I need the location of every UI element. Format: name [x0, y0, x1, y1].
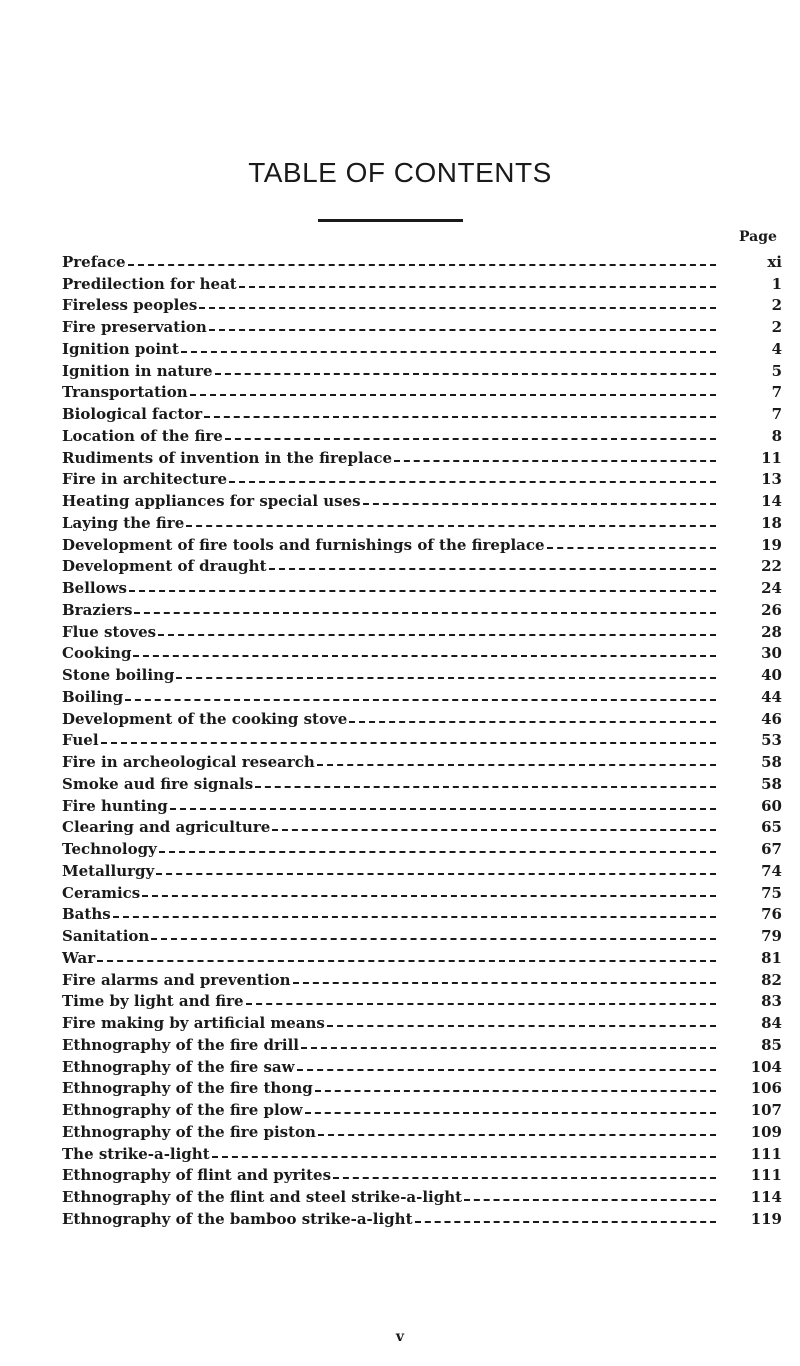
- toc-entry-page: 4: [771, 339, 782, 358]
- toc-entry[interactable]: [62, 793, 782, 815]
- dot-leader: [199, 307, 716, 309]
- toc-entry-title: Clearing and agriculture: [62, 818, 271, 837]
- toc-entry[interactable]: [62, 358, 782, 380]
- dot-leader: [363, 503, 716, 505]
- toc-entry[interactable]: [62, 967, 782, 989]
- toc-entry-page: 46: [761, 709, 782, 728]
- dot-leader: [215, 373, 716, 375]
- toc-entry[interactable]: [62, 728, 782, 750]
- toc-entry[interactable]: [62, 1010, 782, 1032]
- dot-leader: [97, 960, 716, 962]
- toc-entry-page: 11: [761, 448, 782, 467]
- toc-entry[interactable]: [62, 880, 782, 902]
- toc-entry-title: The strike-a-light: [62, 1144, 210, 1163]
- toc-entry[interactable]: [62, 619, 782, 641]
- toc-entry[interactable]: [62, 271, 782, 293]
- toc-entry[interactable]: [62, 945, 782, 967]
- title-rule: [318, 219, 463, 222]
- dot-leader: [186, 525, 716, 527]
- dot-leader: [204, 416, 716, 418]
- toc-entry-title: Fire in archeological research: [62, 753, 315, 771]
- dot-leader: [159, 851, 716, 853]
- toc-entry[interactable]: [62, 401, 782, 423]
- toc-entry-page: 2: [771, 318, 782, 336]
- toc-entry-page: 58: [761, 774, 782, 793]
- toc-entry[interactable]: [62, 575, 782, 597]
- dot-leader: [190, 394, 716, 396]
- dot-leader: [170, 808, 716, 810]
- dot-leader: [239, 286, 716, 288]
- dot-leader: [318, 1134, 716, 1136]
- dot-leader: [333, 1177, 716, 1179]
- dot-leader: [297, 1069, 716, 1071]
- toc-entry-page: xi: [767, 252, 782, 271]
- toc-entry-title: Fireless peoples: [62, 296, 198, 315]
- toc-entry-page: 111: [750, 1144, 782, 1163]
- toc-entry-page: 7: [771, 383, 782, 402]
- toc-entry-title: Metallurgy: [62, 861, 155, 880]
- toc-entry-page: 82: [761, 970, 782, 989]
- toc-entry-title: Fuel: [62, 731, 99, 750]
- toc-entry-page: 8: [771, 426, 782, 445]
- dot-leader: [269, 568, 717, 570]
- toc-entry-page: 1: [771, 274, 782, 293]
- dot-leader: [349, 721, 716, 723]
- toc-entry[interactable]: [62, 1206, 782, 1228]
- toc-entry-title: Development of draught: [62, 557, 267, 576]
- toc-entry-title: Bellows: [62, 579, 127, 597]
- toc-entry-title: Development of the cooking stove: [62, 709, 348, 728]
- toc-entry-page: 107: [750, 1101, 782, 1119]
- dot-leader: [317, 764, 716, 766]
- dot-leader: [128, 264, 716, 266]
- toc-entry-page: 67: [761, 840, 782, 858]
- dot-leader: [181, 351, 716, 353]
- toc-entry-page: 75: [761, 883, 782, 902]
- toc-entry[interactable]: [62, 749, 782, 771]
- dot-leader: [209, 329, 716, 331]
- toc-entry-page: 30: [761, 644, 782, 663]
- toc-entry-page: 83: [761, 992, 782, 1011]
- toc-entry-page: 119: [750, 1209, 782, 1228]
- toc-entry-page: 81: [761, 948, 782, 967]
- toc-entry-title: Ethnography of flint and pyrites: [62, 1166, 332, 1185]
- dot-leader: [464, 1199, 716, 1201]
- dot-leader: [113, 916, 716, 918]
- toc-entry-title: Baths: [62, 905, 111, 924]
- dot-leader: [101, 742, 716, 744]
- toc-entry[interactable]: [62, 293, 782, 315]
- dot-leader: [134, 612, 716, 614]
- toc-entry[interactable]: [62, 510, 782, 532]
- toc-entry-title: Fire hunting: [62, 796, 168, 815]
- dot-leader: [415, 1221, 716, 1223]
- toc-entry[interactable]: [62, 706, 782, 728]
- page-title: TABLE OF CONTENTS: [248, 157, 552, 188]
- toc-entry[interactable]: [62, 423, 782, 445]
- toc-entry-title: Ethnography of the fire saw: [62, 1057, 295, 1076]
- toc-entry-page: 114: [750, 1188, 782, 1206]
- dot-leader: [394, 460, 716, 462]
- toc-entry-title: Ceramics: [62, 883, 141, 902]
- toc-entry-title: Ignition point: [62, 339, 179, 358]
- toc-entry-title: Rudiments of invention in the fireplace: [62, 448, 393, 467]
- toc-entry-title: Ethnography of the fire piston: [62, 1122, 316, 1141]
- toc-entry[interactable]: [62, 1119, 782, 1141]
- toc-entry[interactable]: [62, 902, 782, 924]
- dot-leader: [547, 547, 716, 549]
- toc-entry-page: 5: [771, 361, 782, 380]
- toc-entry-title: Preface: [62, 252, 126, 271]
- toc-entry[interactable]: [62, 641, 782, 663]
- dot-leader: [129, 590, 716, 592]
- toc-entry-title: Laying the fire: [62, 513, 185, 532]
- toc-entry-page: 84: [761, 1014, 782, 1032]
- toc-entry[interactable]: [62, 1076, 782, 1098]
- toc-entry[interactable]: [62, 1141, 782, 1163]
- toc-entry-page: 28: [761, 622, 782, 641]
- dot-leader: [246, 1003, 716, 1005]
- toc-entry-page: 19: [761, 535, 782, 554]
- dot-leader: [212, 1156, 716, 1158]
- toc-entry-page: 79: [761, 927, 782, 945]
- dot-leader: [293, 982, 716, 984]
- toc-entry[interactable]: [62, 380, 782, 402]
- toc-entry[interactable]: [62, 771, 782, 793]
- toc-entry[interactable]: [62, 858, 782, 880]
- toc-entry[interactable]: [62, 532, 782, 554]
- toc-entry[interactable]: [62, 467, 782, 489]
- dot-leader: [176, 677, 716, 679]
- dot-leader: [305, 1112, 716, 1114]
- toc-entry[interactable]: [62, 597, 782, 619]
- toc-entry-title: Fire making by artificial means: [62, 1014, 325, 1032]
- toc-entry-title: Ethnography of the fire plow: [62, 1101, 303, 1119]
- toc-entry-page: 104: [750, 1057, 782, 1076]
- toc-entry[interactable]: [62, 815, 782, 837]
- dot-leader: [315, 1090, 716, 1092]
- toc-entry-title: Sanitation: [62, 927, 150, 945]
- toc-entry[interactable]: [62, 923, 782, 945]
- toc-entry[interactable]: [62, 314, 782, 336]
- toc-entry-title: Ethnography of the flint and steel strike-a-light: [62, 1188, 463, 1206]
- toc-entry[interactable]: [62, 249, 782, 271]
- toc-entry-title: Heating appliances for special uses: [62, 492, 361, 510]
- toc-entry-page: 65: [761, 818, 782, 837]
- dot-leader: [158, 634, 716, 636]
- dot-leader: [156, 873, 716, 875]
- toc-entry-title: Fire preservation: [62, 318, 207, 336]
- dot-leader: [272, 829, 716, 831]
- toc-entry-title: Flue stoves: [62, 622, 157, 641]
- toc-entry[interactable]: [62, 1032, 782, 1054]
- toc-entry-title: Smoke aud fire signals: [62, 774, 254, 793]
- dot-leader: [142, 895, 716, 897]
- toc-entry-page: 7: [771, 405, 782, 423]
- dot-leader: [301, 1047, 716, 1049]
- toc-entry-page: 111: [750, 1166, 782, 1185]
- toc-entry-page: 74: [761, 861, 782, 880]
- toc-entry[interactable]: [62, 1054, 782, 1076]
- toc-entry-page: 18: [761, 513, 782, 532]
- toc-entry-title: Ethnography of the fire thong: [62, 1079, 313, 1098]
- toc-entry[interactable]: [62, 1184, 782, 1206]
- toc-entry-title: Ignition in nature: [62, 361, 213, 380]
- dot-leader: [327, 1025, 716, 1027]
- toc-list: [62, 249, 782, 1228]
- toc-entry-page: 106: [750, 1079, 782, 1098]
- toc-entry-page: 60: [761, 796, 782, 815]
- dot-leader: [255, 786, 716, 788]
- toc-entry-title: Ethnography of the bamboo strike-a-light: [62, 1209, 413, 1228]
- toc-entry-title: Predilection for heat: [62, 274, 237, 293]
- toc-entry-page: 14: [761, 492, 782, 510]
- toc-entry-title: Transportation: [62, 383, 188, 402]
- dot-leader: [125, 699, 716, 701]
- toc-entry[interactable]: [62, 684, 782, 706]
- toc-entry-title: Development of fire tools and furnishings of the fireplace: [62, 535, 545, 554]
- toc-entry-page: 40: [761, 666, 782, 684]
- toc-entry[interactable]: [62, 445, 782, 467]
- toc-entry-title: Stone boiling: [62, 666, 175, 684]
- toc-entry-page: 109: [750, 1122, 782, 1141]
- dot-leader: [133, 655, 716, 657]
- page-column-header: Page: [739, 229, 777, 245]
- toc-entry-page: 58: [761, 753, 782, 771]
- toc-entry-page: 22: [761, 557, 782, 576]
- toc-entry-title: Braziers: [62, 600, 133, 619]
- toc-entry-page: 85: [761, 1035, 782, 1054]
- toc-entry-title: Cooking: [62, 644, 132, 663]
- toc-entry-page: 13: [761, 470, 782, 489]
- toc-entry-title: Time by light and fire: [62, 992, 244, 1011]
- toc-entry-title: War: [62, 948, 96, 967]
- toc-entry-page: 2: [771, 296, 782, 315]
- toc-entry[interactable]: [62, 989, 782, 1011]
- page-number: v: [395, 1329, 405, 1345]
- toc-entry-title: Technology: [62, 840, 157, 858]
- toc-entry-title: Fire alarms and prevention: [62, 970, 291, 989]
- toc-entry-page: 44: [761, 687, 782, 706]
- toc-entry-title: Biological factor: [62, 405, 203, 423]
- toc-entry[interactable]: [62, 662, 782, 684]
- toc-entry[interactable]: [62, 1097, 782, 1119]
- toc-entry-page: 24: [761, 579, 782, 597]
- toc-entry[interactable]: [62, 554, 782, 576]
- toc-entry-title: Ethnography of the fire drill: [62, 1035, 299, 1054]
- dot-leader: [229, 481, 716, 483]
- toc-entry[interactable]: [62, 836, 782, 858]
- toc-entry-title: Location of the fire: [62, 426, 223, 445]
- dot-leader: [225, 438, 716, 440]
- toc-entry-page: 26: [761, 600, 782, 619]
- toc-entry-page: 76: [761, 905, 782, 924]
- toc-entry[interactable]: [62, 488, 782, 510]
- toc-entry[interactable]: [62, 336, 782, 358]
- toc-entry-title: Fire in architecture: [62, 470, 228, 489]
- toc-entry[interactable]: [62, 1163, 782, 1185]
- toc-entry-title: Boiling: [62, 687, 124, 706]
- dot-leader: [151, 938, 716, 940]
- toc-entry-page: 53: [761, 731, 782, 750]
